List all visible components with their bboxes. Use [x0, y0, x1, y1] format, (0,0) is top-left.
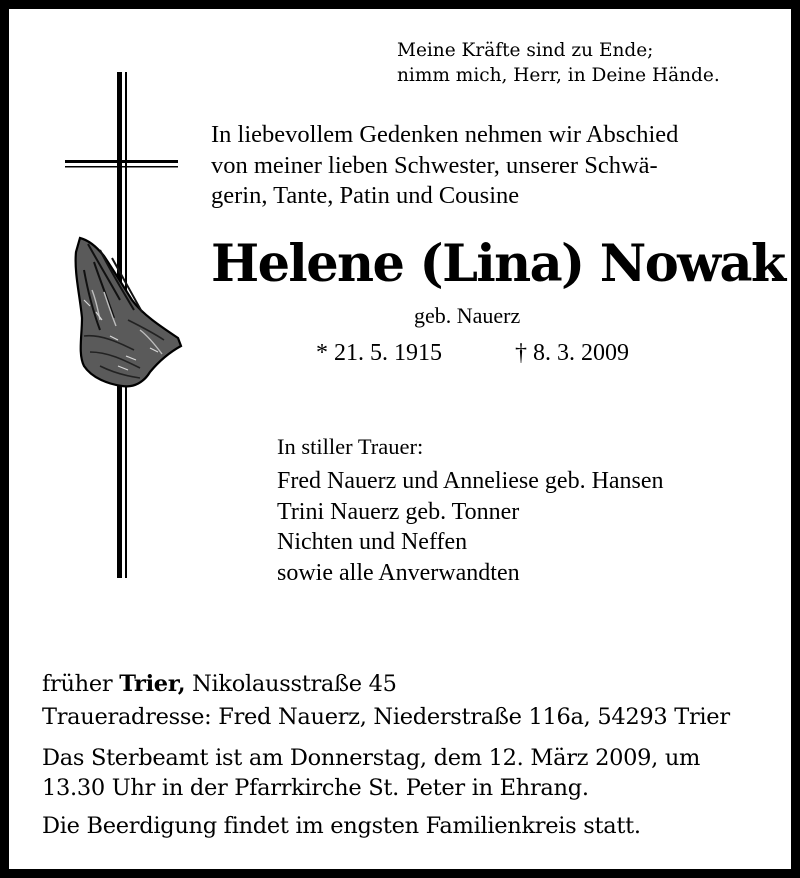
mourner-line: Fred Nauerz und Anneliese geb. Hansen: [277, 468, 664, 494]
intro-line: gerin, Tante, Patin und Cousine: [211, 182, 520, 209]
former-address: [42, 671, 397, 697]
former-street: Nikolausstraße 45: [192, 671, 397, 697]
mourners-list: [277, 466, 664, 588]
mourning-heading: In stiller Trauer:: [277, 434, 424, 459]
burial-info: Die Beerdigung findet im engsten Familienkreis statt.: [42, 813, 641, 839]
praying-hands-icon: [76, 238, 181, 386]
motto-line: Meine Kräfte sind zu Ende;: [397, 40, 654, 61]
motto-verse: [397, 38, 720, 88]
service-info: [42, 743, 700, 803]
intro-text: [211, 120, 678, 212]
mourner-line: sowie alle Anverwandten: [277, 559, 520, 586]
former-prefix: früher: [42, 671, 113, 697]
maiden-name: geb. Nauerz: [414, 303, 521, 328]
deceased-name: Helene (Lina) Nowak: [211, 234, 785, 294]
motto-line: nimm mich, Herr, in Deine Hände.: [397, 65, 720, 86]
service-line: 13.30 Uhr in der Pfarrkirche St. Peter in Ehrang.: [42, 775, 589, 801]
death-date: † 8. 3. 2009: [515, 340, 629, 366]
mourner-line: Nichten und Neffen: [277, 529, 468, 555]
former-city: Trier,: [119, 671, 186, 697]
service-line: Das Sterbeamt ist am Donnerstag, dem 12. März 2009, um: [42, 745, 701, 771]
birth-date: * 21. 5. 1915: [316, 340, 442, 366]
intro-line: In liebevollem Gedenken nehmen wir Abschied: [211, 121, 679, 148]
intro-line: von meiner lieben Schwester, unserer Schwä-: [211, 151, 658, 179]
mourner-line: Trini Nauerz geb. Tonner: [277, 498, 520, 525]
mourning-address: Traueradresse: Fred Nauerz, Niederstraße 116a, 54293 Trier: [42, 704, 730, 730]
